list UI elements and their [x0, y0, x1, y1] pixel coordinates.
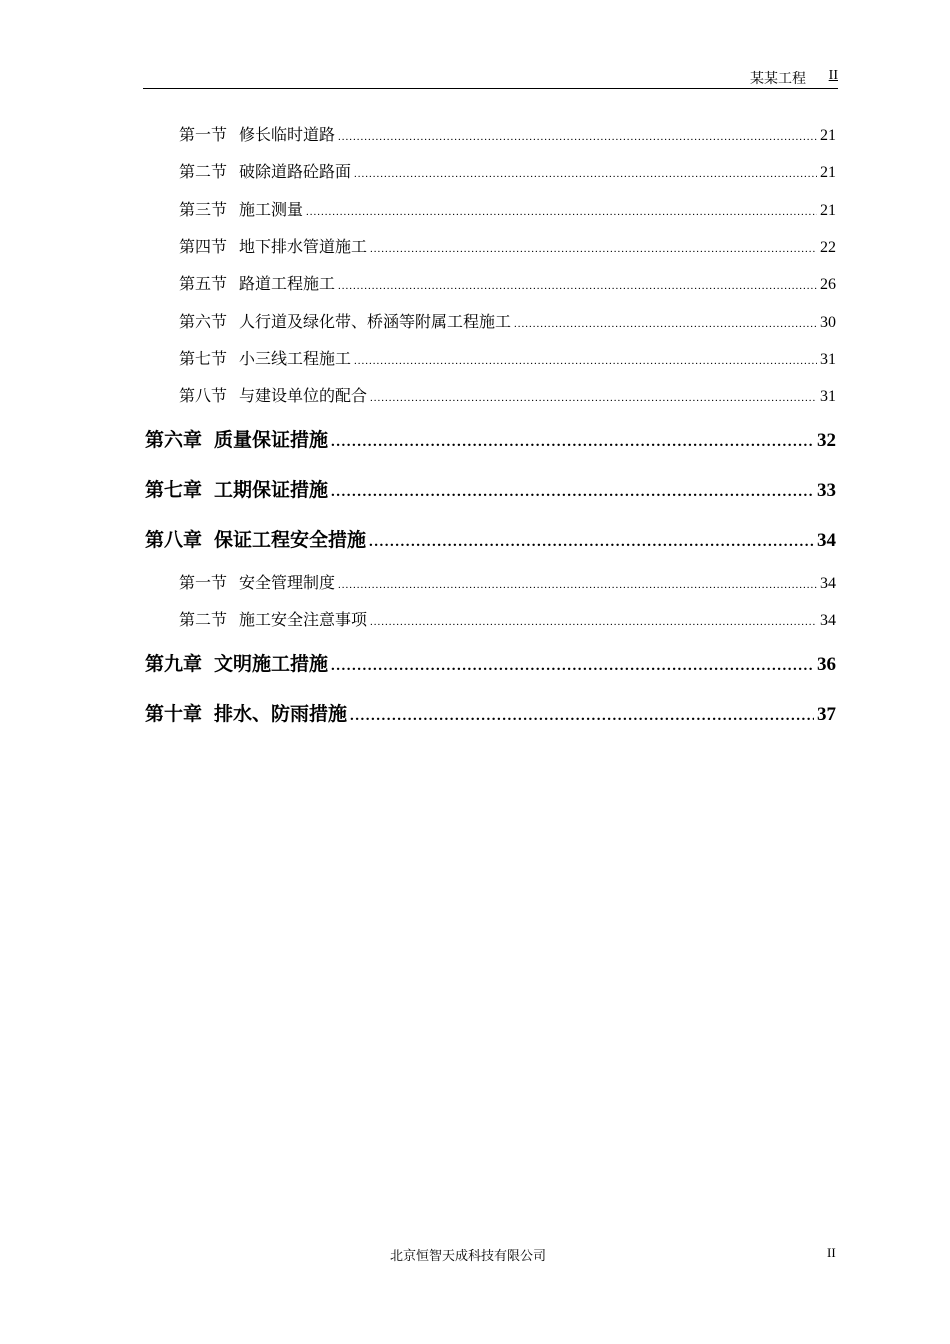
footer-page-number: II — [827, 1245, 836, 1260]
toc-dot-leader — [369, 534, 814, 551]
toc-entry-title: 施工安全注意事项 — [239, 610, 368, 629]
toc-entry-label: 第六节 — [179, 312, 228, 331]
toc-dot-leader — [354, 168, 817, 180]
page-header — [143, 66, 838, 89]
toc-entry-chapter[interactable] — [145, 525, 836, 553]
toc-entry-page: 34 — [820, 612, 836, 629]
toc-entry-page: 36 — [817, 654, 836, 675]
toc-entry-title: 质量保证措施 — [214, 429, 329, 451]
toc-dot-leader — [338, 280, 817, 292]
toc-entry-section[interactable] — [179, 570, 836, 594]
toc-dot-leader — [370, 616, 817, 628]
toc-entry-section[interactable] — [179, 271, 836, 295]
toc-entry-page: 30 — [820, 314, 836, 331]
toc-entry-title: 地下排水管道施工 — [239, 237, 368, 256]
toc-entry-page: 22 — [820, 239, 836, 256]
toc-entry-page: 34 — [817, 530, 836, 551]
toc-dot-leader — [370, 243, 817, 255]
toc-entry-page: 26 — [820, 276, 836, 293]
toc-dot-leader — [514, 318, 817, 330]
toc-entry-section[interactable] — [179, 309, 836, 333]
toc-dot-leader — [354, 355, 817, 367]
toc-entry-section[interactable] — [179, 607, 836, 631]
toc-entry-page: 32 — [817, 430, 836, 451]
toc-entry-title: 文明施工措施 — [214, 653, 329, 675]
toc-dot-leader — [338, 579, 817, 591]
toc-entry-label: 第八章 — [145, 529, 203, 551]
toc-entry-page: 34 — [820, 575, 836, 592]
toc-entry-section[interactable] — [179, 234, 836, 258]
toc-entry-label: 第五节 — [179, 274, 228, 293]
toc-dot-leader — [306, 206, 817, 218]
toc-dot-leader — [338, 131, 817, 143]
toc-entry-label: 第一节 — [179, 573, 228, 592]
toc-entry-label: 第四节 — [179, 237, 228, 256]
toc-entry-chapter[interactable] — [145, 649, 836, 677]
toc-entry-label: 第一节 — [179, 125, 228, 144]
toc-entry-title: 路道工程施工 — [239, 274, 336, 293]
toc-entry-label: 第三节 — [179, 200, 228, 219]
toc-entry-label: 第七章 — [145, 479, 203, 501]
toc-entry-chapter[interactable] — [145, 425, 836, 453]
toc-entry-label: 第八节 — [179, 386, 228, 405]
toc-entry-section[interactable] — [179, 197, 836, 221]
toc-entry-title: 排水、防雨措施 — [214, 703, 348, 725]
toc-entry-page: 21 — [820, 164, 836, 181]
toc-entry-title: 人行道及绿化带、桥涵等附属工程施工 — [239, 312, 512, 331]
toc-entry-chapter[interactable] — [145, 475, 836, 503]
toc-entry-title: 小三线工程施工 — [239, 349, 352, 368]
toc-entry-page: 37 — [817, 704, 836, 725]
toc-dot-leader — [331, 484, 814, 501]
toc-entry-label: 第七节 — [179, 349, 228, 368]
toc-entry-title: 保证工程安全措施 — [214, 529, 367, 551]
toc-entry-section[interactable] — [179, 122, 836, 146]
footer-company: 北京恒智天成科技有限公司 — [390, 1249, 547, 1264]
toc-entry-section[interactable] — [179, 383, 836, 407]
toc-entry-label: 第二节 — [179, 162, 228, 181]
toc-entry-title: 修长临时道路 — [239, 125, 336, 144]
toc-dot-leader — [370, 392, 817, 404]
toc-entry-title: 施工测量 — [239, 200, 304, 219]
header-page-number: II — [828, 68, 838, 83]
toc-entry-title: 安全管理制度 — [239, 573, 336, 592]
toc-entry-title: 破除道路砼路面 — [239, 162, 352, 181]
toc-entry-section[interactable] — [179, 346, 836, 370]
header-title: 某某工程 — [750, 71, 806, 87]
toc-dot-leader — [331, 434, 814, 451]
toc-dot-leader — [331, 658, 814, 675]
toc-entry-page: 33 — [817, 480, 836, 501]
toc-entry-label: 第十章 — [145, 703, 203, 725]
toc-entry-chapter[interactable] — [145, 699, 836, 727]
toc-dot-leader — [350, 708, 814, 725]
toc-entry-page: 21 — [820, 202, 836, 219]
toc-entry-label: 第二节 — [179, 610, 228, 629]
toc-entry-title: 工期保证措施 — [214, 479, 329, 501]
toc-entry-page: 31 — [820, 388, 836, 405]
toc-entry-label: 第六章 — [145, 429, 203, 451]
toc-entry-page: 31 — [820, 351, 836, 368]
toc-entry-title: 与建设单位的配合 — [239, 386, 368, 405]
toc-entry-label: 第九章 — [145, 653, 203, 675]
toc-entry-page: 21 — [820, 127, 836, 144]
toc-entry-section[interactable] — [179, 159, 836, 183]
